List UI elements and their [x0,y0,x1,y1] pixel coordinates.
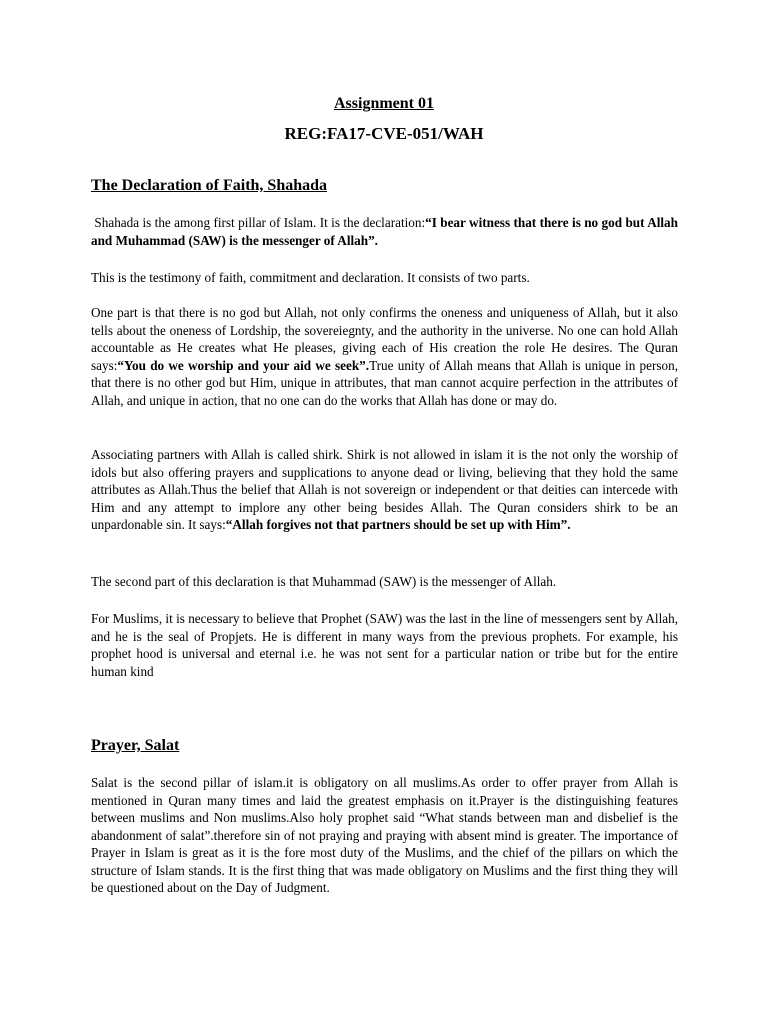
section-heading-prayer: Prayer, Salat [91,737,180,754]
bold-quote: “I bear witness that there is no god but Allah and Muhammad (SAW) is the messenger of Allah”. [91,215,678,248]
paragraph-shirk [91,446,678,534]
paragraph-text: One part is that there is no god but Allah, not only confirms the oneness and uniqueness of Allah, but it also tells about the oneness of Lordship, the sovereiegnty, and the authority in the universe. No one can hold Allah accountable as He creates what He pleases, giving each of His creation the role He desires. The Quran says: [91,305,678,373]
section-heading-shahada: The Declaration of Faith, Shahada [91,177,328,194]
paragraph-oneness [91,304,678,409]
registration-number: REG:FA17-CVE-051/WAH [284,124,484,143]
paragraph-second-part: The second part of this declaration is that Muhammad (SAW) is the messenger of Allah. [91,574,557,589]
paragraph-testimony: This is the testimony of faith, commitment and declaration. It consists of two parts. [91,270,530,285]
assignment-title [0,95,768,113]
assignment-title-text: Assignment 01 [333,95,434,112]
bold-quote: “Allah forgives not that partners should be set up with Him”. [225,517,571,532]
paragraph-text: Shahada is the among first pillar of Islam. It is the declaration: [94,215,426,230]
paragraph-text: True unity of Allah means that Allah is unique in person, that there is no other god but Him, unique in attributes, that man cannot acquire perfection in the attributes of Allah, and unique in action, that no one can do the works that Allah has done or may do. [91,357,678,408]
paragraph-last-messenger: For Muslims, it is necessary to believe that Prophet (SAW) was the last in the line of messengers sent by Allah, and he is the seal of Propjets. He is different in many ways from the previous prophets. For example, his prophet hood is universal and eternal i.e. he was not sent for a particular nation or tribe but for the entire human kind [91,611,678,679]
paragraph-shahada-intro [91,214,678,249]
bold-quote: “You do we worship and your aid we seek”. [117,357,370,373]
paragraph-text: Associating partners with Allah is called shirk. Shirk is not allowed in islam it is the not only the worship of idols but also offering prayers and supplications to anyone dead or living, believing that they hold the same attributes as Allah.Thus the belief that Allah is not sovereign or independent or that deities can intercede with Him and any attempt to implore any other being besides Allah. The Quran considers shirk to be an unpardonable sin. It says: [91,447,678,532]
paragraph-salat: Salat is the second pillar of islam.it is obligatory on all muslims.As order to offer prayer from Allah is mentioned in Quran many times and laid the greatest emphasis on it.Prayer is the distinguishing features between muslims and Non muslims.Also holy prophet said “What stands between man and disbelief is the abandonment of salat”.therefore sin of not praying and praying with absent mind is greater. The importance of Prayer in Islam is great as it is the fore most duty of the Muslims, and the chief of the pillars on which the structure of Islam stands. It is the first thing that was made obligatory on Muslims and the first thing they will be questioned about on the Day of Judgment. [91,775,678,895]
